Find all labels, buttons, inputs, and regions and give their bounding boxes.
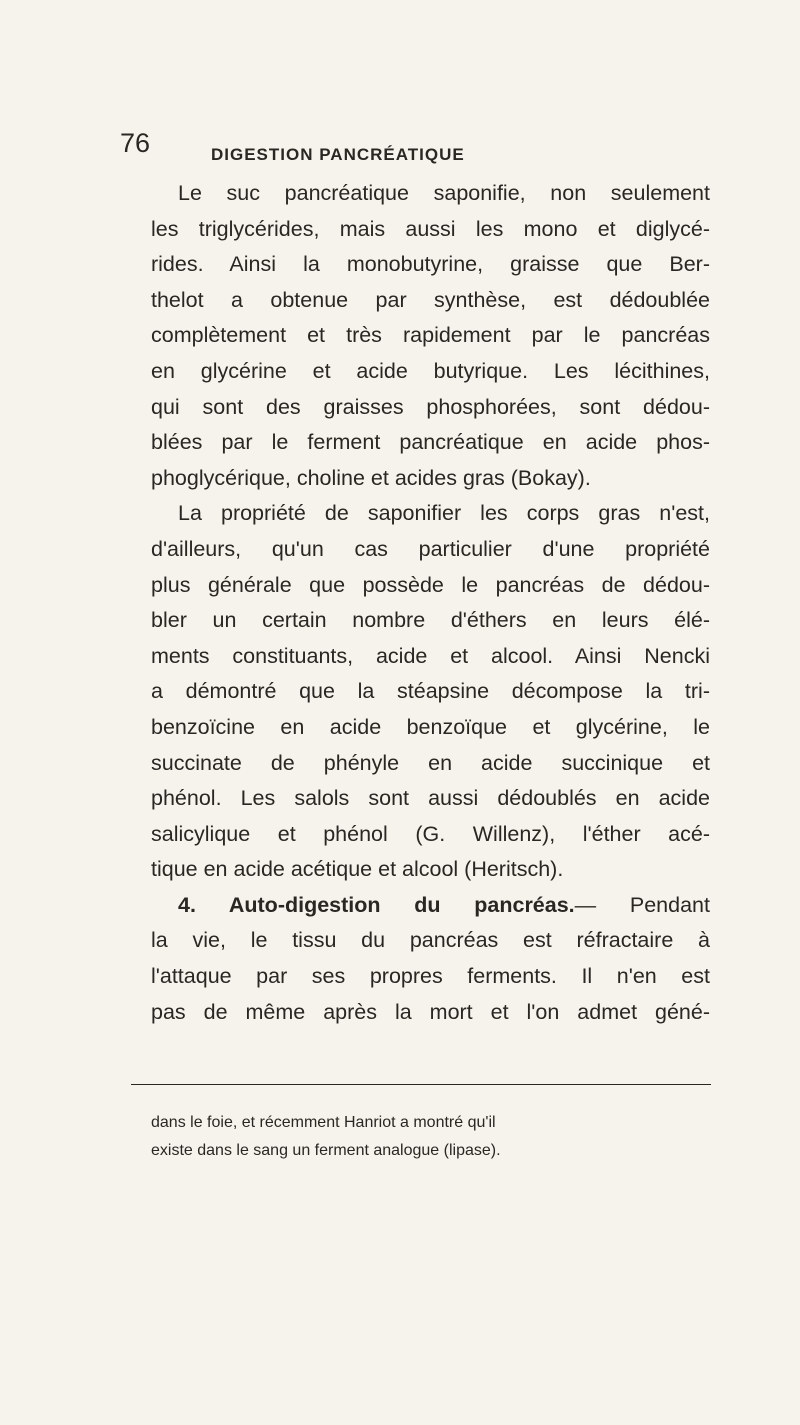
text-line: thelot a obtenue par synthèse, est dédoublée: [151, 287, 710, 312]
section-heading-tail: — Pendant: [574, 892, 710, 917]
text-line: plus générale que possède le pancréas de dédou-: [151, 572, 710, 597]
text-line: benzoïcine en acide benzoïque et glycérine, le: [151, 714, 710, 739]
text-line: La propriété de saponifier les corps gras n'est,: [178, 501, 710, 526]
running-title: DIGESTION PANCRÉATIQUE: [211, 145, 465, 164]
text-line: la vie, le tissu du pancréas est réfractaire à: [151, 928, 710, 953]
page-number: 76: [120, 128, 151, 158]
footnote-divider: [131, 1084, 711, 1085]
footnote-line: dans le foie, et récemment Hanriot a montré qu'il: [151, 1114, 496, 1131]
footnotes: [151, 1109, 710, 1165]
body-text: [151, 176, 710, 1030]
text-line: pas de même après la mort et l'on admet géné-: [151, 999, 710, 1024]
text-line: a démontré que la stéapsine décompose la tri-: [151, 679, 710, 704]
text-line: les triglycérides, mais aussi les mono et diglycé-: [151, 216, 710, 241]
section-heading: 4. Auto-digestion du pancréas.: [178, 892, 575, 917]
footnote-line: existe dans le sang un ferment analogue (lipase).: [151, 1142, 501, 1159]
text-line: complètement et très rapidement par le pancréas: [151, 323, 710, 348]
text-line: phoglycérique, choline et acides gras (Bokay).: [151, 465, 591, 490]
text-line: ments constituants, acide et alcool. Ainsi Nencki: [151, 643, 710, 668]
text-line: rides. Ainsi la monobutyrine, graisse que Ber-: [151, 252, 710, 277]
text-line: blées par le ferment pancréatique en acide phos-: [151, 430, 710, 455]
text-line: d'ailleurs, qu'un cas particulier d'une propriété: [151, 536, 710, 561]
text-line: bler un certain nombre d'éthers en leurs élé-: [151, 608, 710, 633]
section-heading-line: [151, 888, 710, 924]
text-line: tique en acide acétique et alcool (Heritsch).: [151, 857, 564, 882]
text-line: l'attaque par ses propres ferments. Il n'en est: [151, 964, 710, 989]
text-line: succinate de phényle en acide succinique et: [151, 750, 710, 775]
text-line: Le suc pancréatique saponifie, non seulement: [178, 181, 710, 205]
text-line: salicylique et phénol (G. Willenz), l'éther acé-: [151, 821, 710, 846]
text-line: en glycérine et acide butyrique. Les lécithines,: [151, 358, 710, 383]
text-line: phénol. Les salols sont aussi dédoublés en acide: [151, 786, 710, 811]
text-line: qui sont des graisses phosphorées, sont dédou-: [151, 394, 710, 419]
